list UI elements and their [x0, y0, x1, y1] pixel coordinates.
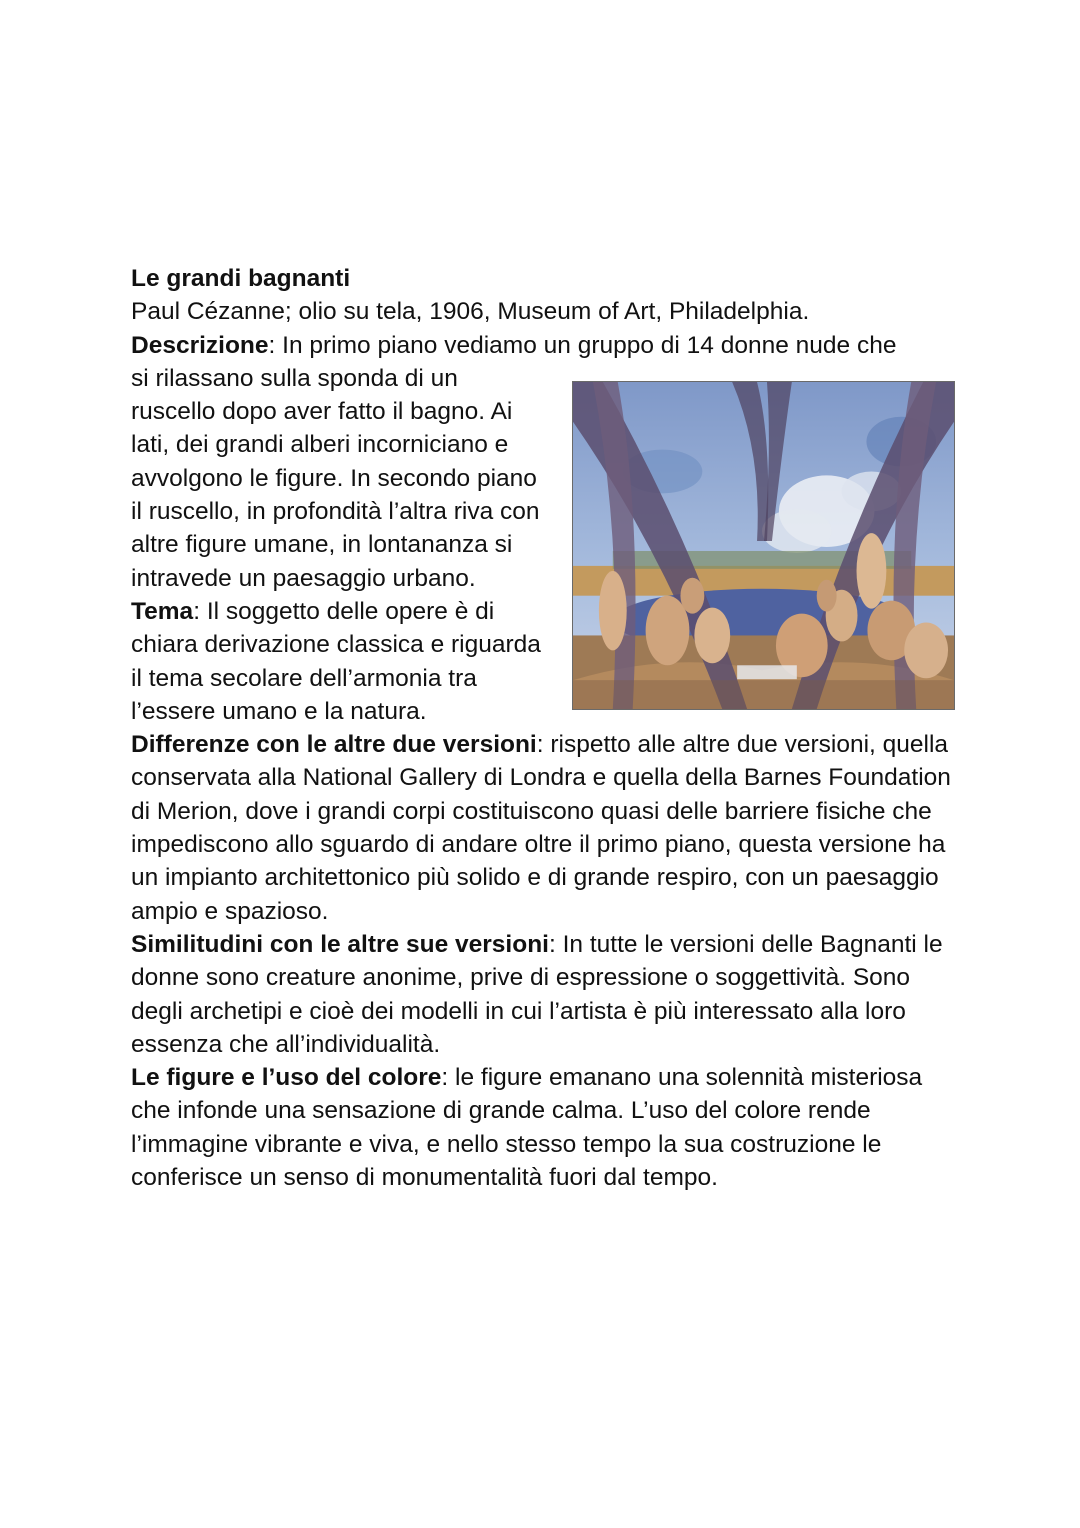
descrizione-line: avvolgono le figure. In secondo piano [131, 464, 537, 492]
section-tema: Tema: Il soggetto delle opere è di [131, 597, 495, 625]
tema-line: il tema secolare dell’armonia tra [131, 664, 477, 692]
descrizione-line: lati, dei grandi alberi incorniciano e [131, 431, 509, 459]
descrizione-line-1: In primo piano vediamo un gruppo di 14 donne nude che [282, 331, 897, 359]
descrizione-line: ruscello dopo aver fatto il bagno. Ai [131, 398, 513, 426]
descrizione-line: altre figure umane, in lontananza si [131, 531, 513, 559]
painting-image [572, 381, 955, 710]
label-differenze: Differenze con le altre due versioni [131, 731, 537, 759]
descrizione-line: intravede un paesaggio urbano. [131, 564, 476, 592]
label-similitudini: Similitudini con le altre sue versioni [131, 930, 549, 958]
label-tema: Tema [131, 597, 194, 625]
label-descrizione: Descrizione [131, 331, 269, 359]
figure-colore-text: le figure emanano una solennità misteriosa che infonde una sensazione di grande calma. L’uso del colore rende l’immagine vibrante e viva, e nello stesso tempo la sua costruzione le conferisce un senso di monumentalità fuori dal tempo. [131, 1064, 923, 1192]
differenze-text: rispetto alle altre due versioni, quella conservata alla National Gallery di Londra e quella della Barnes Foundation di Merion, dove i grandi corpi costituiscono quasi delle barriere fisiche che impediscono allo sguardo di andare oltre il primo piano, questa versione ha un impianto architettonico più solido e di grande respiro, con un paesaggio ampio e spazioso. [131, 731, 951, 925]
wrapped-text-column [131, 362, 561, 728]
painting-illustration [573, 382, 954, 709]
tema-line: l’essere umano e la natura. [131, 697, 427, 725]
tema-line-1: Il soggetto delle opere è di [206, 597, 495, 625]
section-differenze: Differenze con le altre due versioni: rispetto alle altre due versioni, quella conservata alla National Gallery di Londra e quella della Barnes Foundation di Merion, dove i grandi corpi costituiscono quasi delle barriere fisiche che impediscono allo sguardo di andare oltre il primo piano, questa versione ha un impianto architettonico più solido e di grande respiro, con un paesaggio ampio e spazioso. [131, 731, 951, 925]
descrizione-line: si rilassano sulla sponda di un [131, 364, 458, 392]
section-descrizione: Descrizione: In primo piano vediamo un gruppo di 14 donne nude che [131, 331, 897, 359]
similitudini-text: In tutte le versioni delle Bagnanti le donne sono creature anonime, prive di espressione o soggettività. Sono degli archetipi e cioè dei modelli in cui l’artista è più interessato alla loro essenza che all’individualità. [131, 930, 943, 1058]
document-title: Le grandi bagnanti [131, 265, 351, 292]
artwork-caption: Paul Cézanne; olio su tela, 1906, Museum of Art, Philadelphia. [131, 298, 810, 326]
descrizione-line: il ruscello, in profondità l’altra riva con [131, 498, 540, 526]
section-similitudini: Similitudini con le altre sue versioni: In tutte le versioni delle Bagnanti le donne sono creature anonime, prive di espressione o soggettività. Sono degli archetipi e cioè dei modelli in cui l’artista è più interessato alla loro essenza che all’individualità. [131, 930, 943, 1058]
section-figure-colore: Le figure e l’uso del colore: le figure emanano una solennità misteriosa che infonde una sensazione di grande calma. L’uso del colore rende l’immagine vibrante e viva, e nello stesso tempo la sua costruzione le conferisce un senso di monumentalità fuori dal tempo. [131, 1064, 923, 1192]
label-figure-colore: Le figure e l’uso del colore [131, 1064, 442, 1092]
tema-line: chiara derivazione classica e riguarda [131, 631, 541, 659]
